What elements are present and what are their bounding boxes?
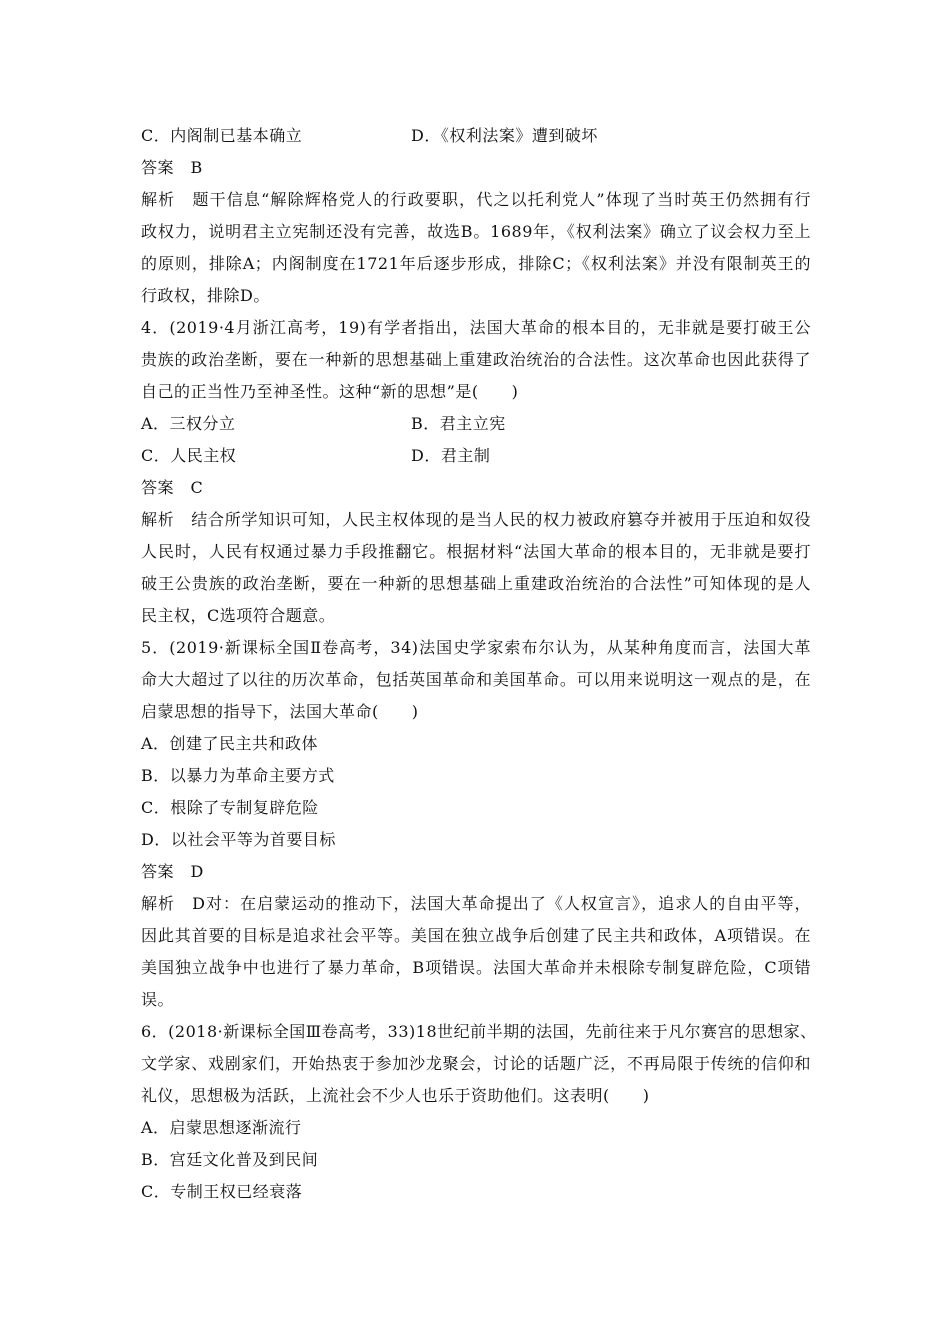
q4-stem-line: 自己的正当性乃至神圣性。这种“新的思想”是( ) [141,382,519,401]
q4-option-d: D．君主制 [411,446,491,465]
q3-option-row [141,120,598,152]
q5-answer: 答案 D [141,862,204,881]
q4-answer: 答案 C [141,478,204,497]
q5-option-b: B．以暴力为革命主要方式 [141,766,335,785]
q3-answer: 答案 B [141,158,203,177]
q6-stem-line: 礼仪，思想极为活跃，上流社会不少人也乐于资助他们。这表明( ) [141,1086,650,1105]
q4-analysis-line: 民主权，C选项符合题意。 [141,606,336,625]
q5-analysis-line: 因此其首要的目标是追求社会平等。美国在独立战争后创建了民主共和政体，A项错误。在 [141,926,811,945]
q4-stem-line: 贵族的政治垄断，要在一种新的思想基础上重建政治统治的合法性。这次革命也因此获得了 [141,350,811,369]
q4-analysis-line: 解析 结合所学知识可知，人民主权体现的是当人民的权力被政府篡夺并被用于压迫和奴役 [141,510,811,529]
q4-option-a: A．三权分立 [141,414,236,433]
q5-analysis-line: 误。 [141,990,175,1009]
q4-analysis-line: 人民时，人民有权通过暴力手段推翻它。根据材料“法国大革命的根本目的，无非就是要打 [141,542,811,561]
q5-stem-line: 命大大超过了以往的历次革命，包括英国革命和美国革命。可以用来说明这一观点的是，在 [141,670,811,689]
q5-option-d: D．以社会平等为首要目标 [141,830,336,849]
q3-analysis-line: 政权力，说明君主立宪制还没有完善，故选B。1689年，《权利法案》确立了议会权力至上 [141,222,811,241]
q5-analysis-line: 解析 D对：在启蒙运动的推动下，法国大革命提出了《人权宣言》，追求人的自由平等， [141,894,811,913]
q4-stem-line: 4．(2019·4月浙江高考，19)有学者指出，法国大革命的根本目的，无非就是要打破王公 [141,318,811,337]
q6-stem-line: 6．(2018·新课标全国Ⅲ卷高考，33)18世纪前半期的法国，先前往来于凡尔赛宫的思想家、 [141,1022,817,1041]
q4-option-b: B．君主立宪 [411,414,506,433]
q3-analysis-line: 的原则，排除A；内阁制度在1721年后逐步形成，排除C；《权利法案》并没有限制英王的 [141,254,811,273]
q3-option-d: D．《权利法案》遭到破坏 [411,126,598,145]
q4-option-row [141,408,506,440]
q6-option-a: A．启蒙思想逐渐流行 [141,1118,302,1137]
q3-analysis-line: 解析 题干信息“解除辉格党人的行政要职，代之以托利党人”体现了当时英王仍然拥有行 [141,190,811,209]
q4-analysis-line: 破王公贵族的政治垄断，要在一种新的思想基础上重建政治统治的合法性”可知体现的是人 [141,574,811,593]
q4-option-row [141,440,491,472]
q6-stem-line: 文学家、戏剧家们，开始热衷于参加沙龙聚会，讨论的话题广泛，不再局限于传统的信仰和 [141,1054,811,1073]
q5-option-a: A．创建了民主共和政体 [141,734,319,753]
q3-option-c: C．内阁制已基本确立 [141,126,303,145]
q3-analysis-line: 行政权，排除D。 [141,286,270,305]
q6-option-b: B．宫廷文化普及到民间 [141,1150,319,1169]
q5-stem-line: 启蒙思想的指导下，法国大革命( ) [141,702,419,721]
q5-option-c: C．根除了专制复辟危险 [141,798,319,817]
q6-option-c: C．专制王权已经衰落 [141,1182,303,1201]
q5-analysis-line: 美国独立战争中也进行了暴力革命，B项错误。法国大革命并未根除专制复辟危险，C项错 [141,958,811,977]
q4-option-c: C．人民主权 [141,446,237,465]
q5-stem-line: 5．(2019·新课标全国Ⅱ卷高考，34)法国史学家索布尔认为，从某种角度而言，法国大革 [141,638,811,657]
